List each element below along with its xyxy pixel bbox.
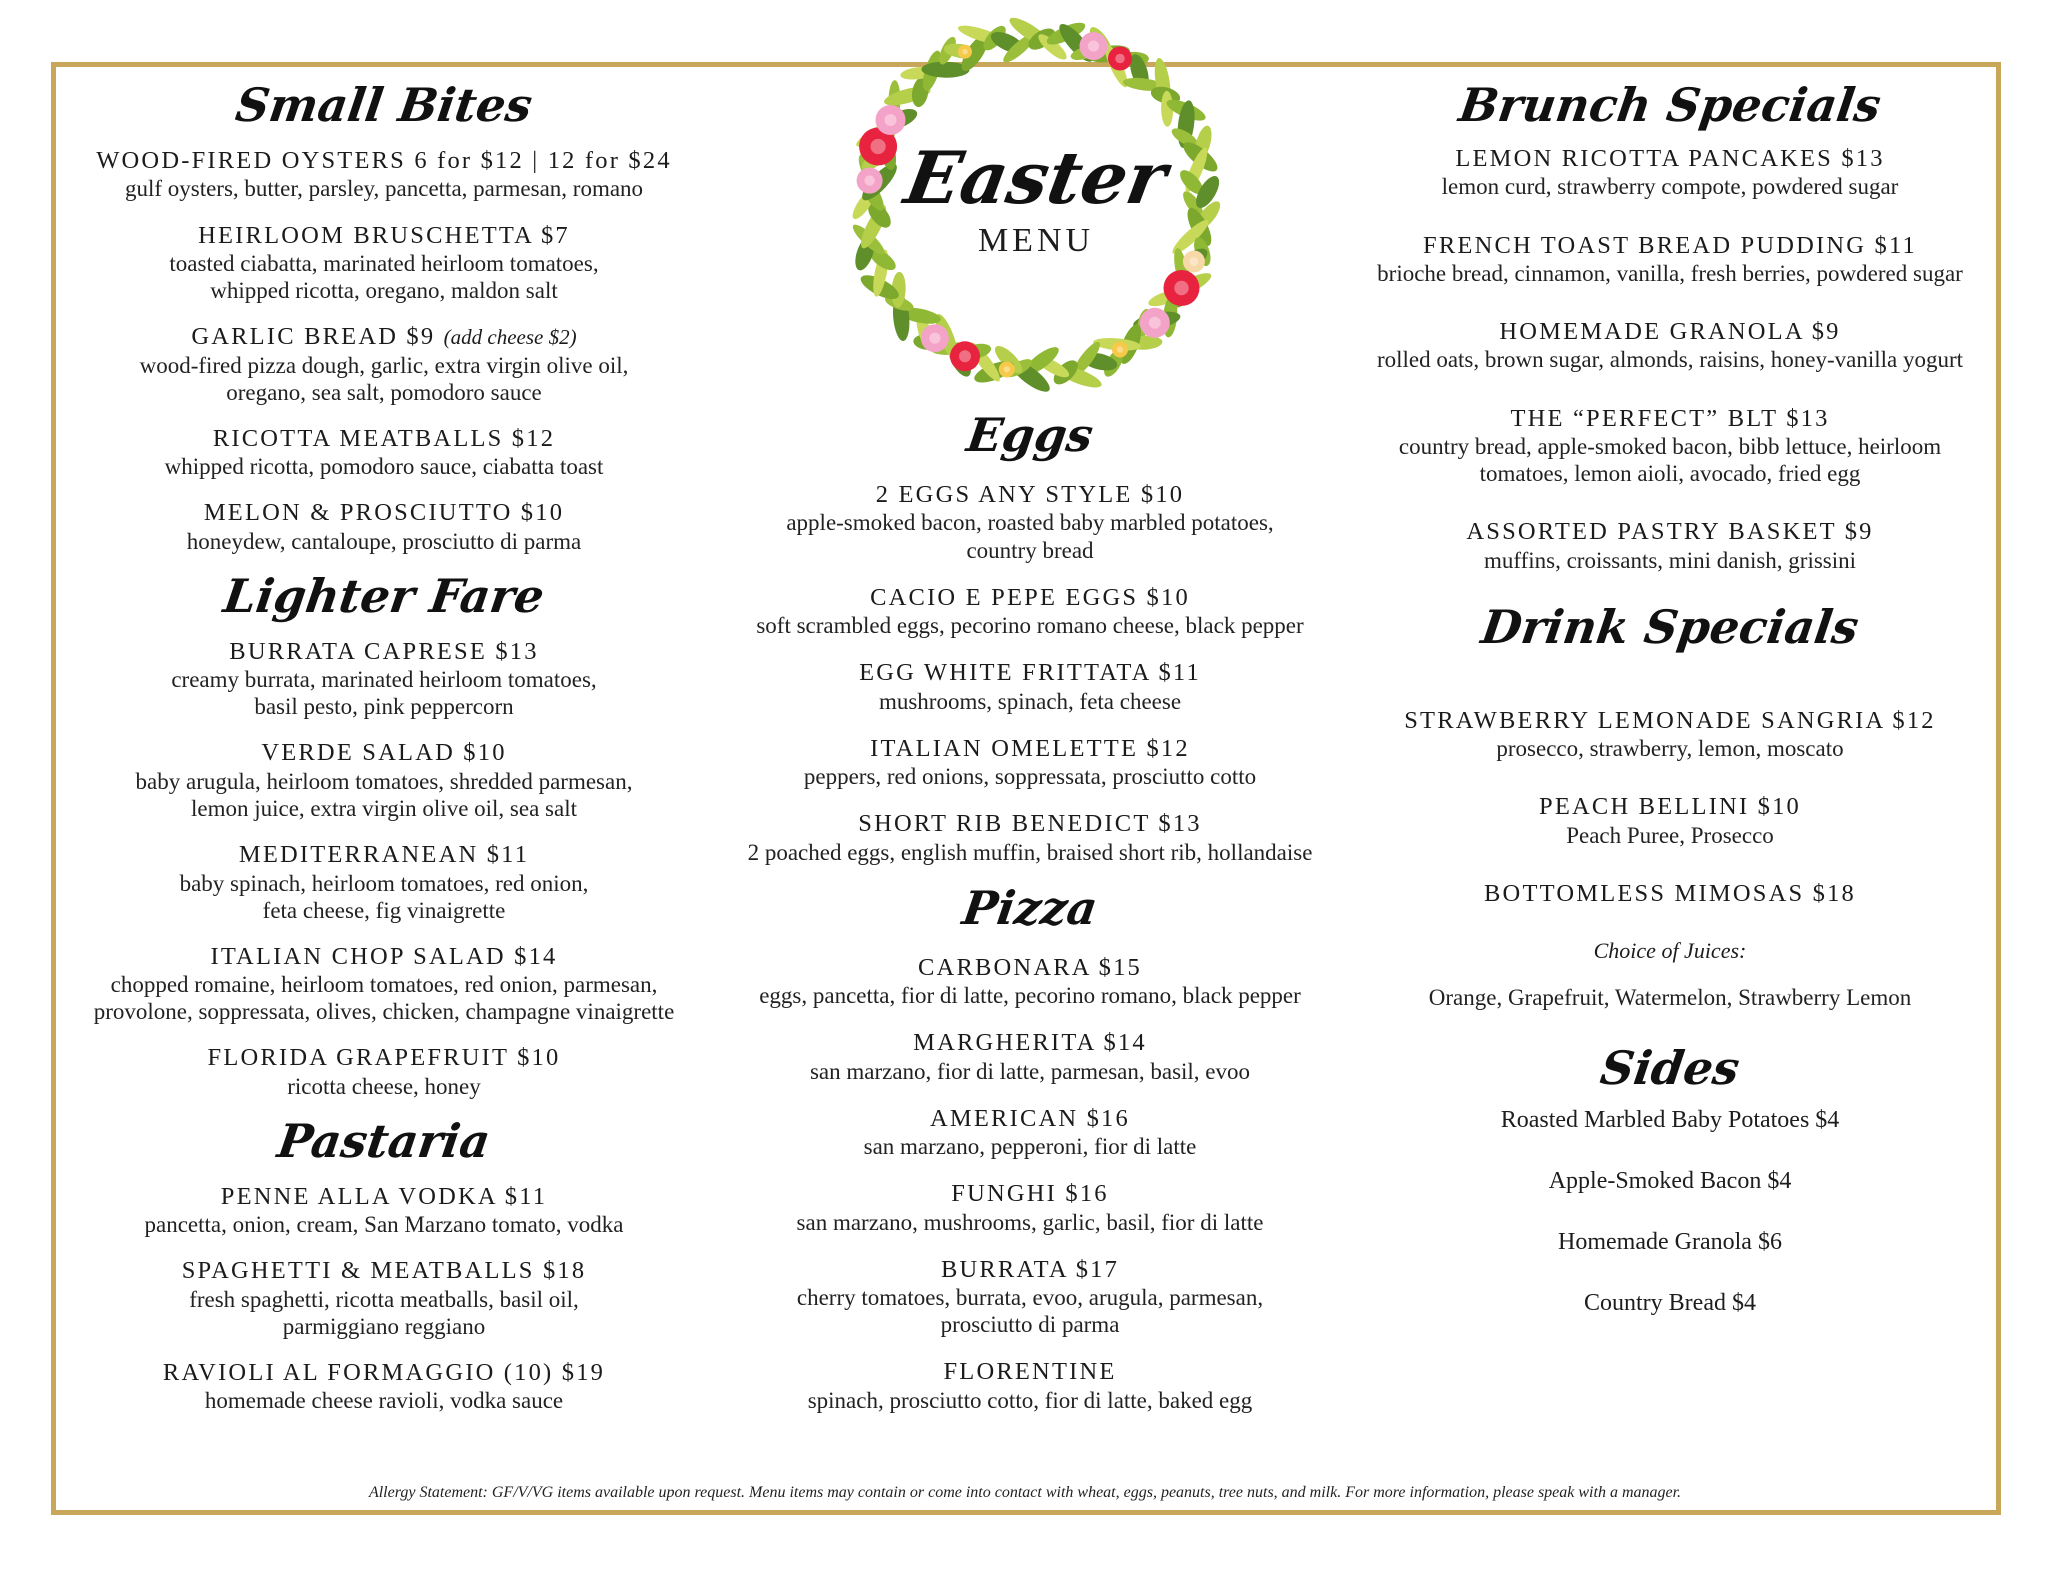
menu-item: [720, 658, 1340, 715]
menu-item-name: [1350, 317, 1990, 346]
section-heading: Eggs: [963, 408, 1097, 462]
wreath-flower-center: [929, 333, 940, 344]
description-line: lemon juice, extra virgin olive oil, sea salt: [190, 795, 577, 821]
item-name-text: LEMON RICOTTA PANCAKES $13: [1455, 145, 1885, 172]
description-line: apple-smoked bacon, roasted baby marbled potatoes,: [786, 510, 1274, 536]
menu-item: [1350, 517, 1990, 574]
menu-item-name: [64, 221, 704, 250]
menu-item-description: [720, 688, 1340, 715]
menu-item: [64, 146, 704, 203]
menu-item: [64, 840, 704, 924]
menu-item-name: [720, 583, 1340, 612]
menu-item: [720, 1028, 1340, 1085]
menu-item: [1350, 404, 1990, 488]
menu-item: [1350, 317, 1990, 374]
item-name-text: FUNGHI $16: [951, 1180, 1109, 1208]
description-line: brioche bread, cinnamon, vanilla, fresh berries, powdered sugar: [1377, 260, 1963, 286]
section-lighter-fare: [64, 568, 704, 1100]
side-item: Roasted Marbled Baby Potatoes $4: [1500, 1107, 1840, 1134]
menu-item-name: [720, 953, 1340, 982]
description-line: 2 poached eggs, english muffin, braised short rib, hollandaise: [747, 839, 1313, 865]
description-line: peppers, red onions, soppressata, prosciutto cotto: [803, 764, 1257, 790]
menu-item-name: [720, 658, 1340, 687]
menu-item: [64, 322, 704, 406]
menu-item-description: [720, 982, 1340, 1009]
menu-item-name: [64, 942, 704, 971]
menu-item-name: [720, 1255, 1340, 1284]
description-line: country bread: [966, 537, 1094, 563]
description-line: parmiggiano reggiano: [282, 1313, 486, 1339]
menu-item: [64, 1043, 704, 1100]
section-brunch-specials: [1350, 78, 1990, 574]
description-line: whipped ricotta, oregano, maldon salt: [210, 278, 558, 304]
menu-item-description: [1350, 735, 1990, 762]
menu-item-description: [64, 971, 704, 1025]
item-name-text: RAVIOLI AL FORMAGGIO (10) $19: [162, 1359, 606, 1387]
description-line: prosciutto di parma: [940, 1312, 1120, 1338]
menu-item-description: [64, 870, 704, 924]
item-name-text: HOMEMADE GRANOLA $9: [1499, 318, 1841, 346]
section-pastaria: [64, 1113, 704, 1415]
item-name-text: 2 EGGS ANY STYLE $10: [875, 481, 1185, 508]
item-name-text: MARGHERITA $14: [913, 1029, 1147, 1057]
menu-item-name: [720, 1028, 1340, 1057]
description-line: san marzano, mushrooms, garlic, basil, fior di latte: [796, 1209, 1264, 1235]
section-heading: Lighter Fare: [220, 568, 548, 623]
description-line: eggs, pancetta, fior di latte, pecorino romano, black pepper: [759, 983, 1301, 1009]
menu-item-name: [720, 1179, 1340, 1208]
menu-item-description: [1350, 173, 1990, 200]
wreath-flower-center: [885, 114, 897, 126]
menu-item: [64, 424, 704, 481]
menu-item: [64, 1182, 704, 1239]
menu-item-name: [720, 1357, 1340, 1386]
menu-item-description: [1350, 260, 1990, 287]
item-name-text: FLORENTINE: [943, 1358, 1117, 1386]
description-line: san marzano, fior di latte, parmesan, basil, evoo: [809, 1058, 1251, 1084]
menu-item-description: [64, 1211, 704, 1238]
description-line: san marzano, pepperoni, fior di latte: [863, 1134, 1197, 1160]
description-line: feta cheese, fig vinaigrette: [262, 897, 506, 923]
menu-item-description: [720, 612, 1340, 639]
section-heading: Pastaria: [274, 1113, 494, 1168]
menu-item: [64, 637, 704, 721]
description-line: mushrooms, spinach, feta cheese: [878, 688, 1182, 714]
wreath-subtitle: MENU: [977, 222, 1095, 259]
menu-item-description: [64, 768, 704, 822]
menu-item-name: [64, 1358, 704, 1387]
section-heading: Small Bites: [232, 78, 536, 132]
description-line: wood-fired pizza dough, garlic, extra virgin olive oil,: [139, 352, 629, 378]
item-name-text: SPAGHETTI & MEATBALLS $18: [181, 1257, 587, 1285]
menu-item-description: [720, 1284, 1340, 1338]
menu-item-name: [64, 498, 704, 527]
menu-item-name: [720, 734, 1340, 763]
item-name-text: VERDE SALAD $10: [261, 739, 507, 767]
menu-item-name: [1350, 792, 1990, 821]
menu-item: [1350, 706, 1990, 763]
item-name-text: CACIO E PEPE EGGS $10: [870, 583, 1190, 611]
wreath-flower-center: [1115, 54, 1125, 64]
allergy-statement: Allergy Statement: GF/V/VG items available upon request. Menu items may contain or come into contact with wheat, eggs, peanuts, tree nuts, and milk. For more information, please speak with a manager.: [368, 1484, 1682, 1501]
item-name-text: EGG WHITE FRITTATA $11: [859, 659, 1201, 687]
item-name-text: RICOTTA MEATBALLS $12: [212, 424, 556, 452]
wreath-flower-center: [1174, 281, 1188, 295]
description-line: toasted ciabatta, marinated heirloom tomatoes,: [169, 250, 599, 276]
item-name-text: BURRATA $17: [940, 1255, 1120, 1283]
menu-item: [64, 1358, 704, 1415]
wreath-flower-center: [1149, 317, 1161, 329]
juices-label: Choice of Juices:: [1593, 938, 1747, 964]
item-name-text: ASSORTED PASTRY BASKET $9: [1466, 518, 1874, 546]
description-line: fresh spaghetti, ricotta meatballs, basil oil,: [189, 1286, 579, 1312]
description-line: cherry tomatoes, burrata, evoo, arugula, parmesan,: [796, 1285, 1264, 1311]
side-item: Homemade Granola $6: [1558, 1229, 1782, 1256]
item-note: (add cheese $2): [443, 325, 577, 350]
menu-item-description: [720, 509, 1340, 563]
menu-item-name: [64, 738, 704, 767]
menu-item-name: [64, 1043, 704, 1072]
menu-item-description: [720, 763, 1340, 790]
description-line: baby arugula, heirloom tomatoes, shredded parmesan,: [135, 768, 633, 794]
menu-item: [1350, 231, 1990, 288]
item-name-text: HEIRLOOM BRUSCHETTA $7: [198, 221, 570, 249]
item-name-text: MELON & PROSCIUTTO $10: [203, 499, 565, 527]
item-name-text: AMERICAN $16: [930, 1104, 1130, 1132]
item-name-text: FRENCH TOAST BREAD PUDDING $11: [1423, 231, 1917, 259]
item-name-text: PENNE ALLA VODKA $11: [220, 1182, 548, 1210]
description-line: ricotta cheese, honey: [287, 1073, 481, 1099]
description-line: pancetta, onion, cream, San Marzano tomato, vodka: [144, 1212, 624, 1238]
section-eggs: [720, 408, 1340, 866]
item-name-text: GARLIC BREAD $9: [191, 323, 436, 351]
menu-item: [1350, 879, 1990, 908]
menu-item-name: [720, 1104, 1340, 1133]
description-line: honeydew, cantaloupe, prosciutto di parma: [186, 528, 582, 554]
menu-item: [64, 942, 704, 1026]
description-line: country bread, apple-smoked bacon, bibb lettuce, heirloom: [1398, 433, 1942, 459]
menu-item-description: [64, 453, 704, 480]
right-column: [1350, 78, 1990, 1351]
item-name-text: THE “PERFECT” BLT $13: [1510, 404, 1830, 432]
menu-item: [64, 738, 704, 822]
item-name-text: BURRATA CAPRESE $13: [229, 637, 539, 665]
wreath-title: Easter: [899, 135, 1174, 220]
side-item: Country Bread $4: [1584, 1290, 1756, 1317]
menu-item: [720, 480, 1340, 564]
section-heading: Drink Specials: [1478, 599, 1862, 654]
section-heading: Brunch Specials: [1455, 78, 1885, 132]
menu-item-description: [64, 352, 704, 406]
menu-item: [1350, 792, 1990, 849]
menu-item-name: [1350, 231, 1990, 260]
menu-item: [720, 1104, 1340, 1161]
menu-item: [720, 809, 1340, 866]
menu-item-description: [64, 1073, 704, 1100]
description-line: prosecco, strawberry, lemon, moscato: [1496, 736, 1844, 762]
item-name-text: PEACH BELLINI $10: [1539, 793, 1801, 821]
menu-item: [720, 734, 1340, 791]
description-line: rolled oats, brown sugar, almonds, raisins, honey-vanilla yogurt: [1376, 347, 1964, 373]
description-line: lemon curd, strawberry compote, powdered sugar: [1441, 174, 1899, 200]
menu-item-description: [64, 175, 704, 202]
menu-item-description: [1350, 433, 1990, 487]
item-name-text: CARBONARA $15: [918, 953, 1142, 981]
menu-item: [720, 583, 1340, 640]
menu-item-description: [1350, 547, 1990, 574]
juices-list: Orange, Grapefruit, Watermelon, Strawberry Lemon: [1428, 985, 1912, 1011]
menu-item: [64, 498, 704, 555]
wreath-flower-center: [959, 350, 971, 362]
menu-item-name: [64, 840, 704, 869]
description-line: oregano, sea salt, pomodoro sauce: [226, 379, 542, 405]
menu-item: [720, 953, 1340, 1010]
item-name-text: FLORIDA GRAPEFRUIT $10: [207, 1044, 561, 1072]
menu-item-description: [64, 1286, 704, 1340]
description-line: homemade cheese ravioli, vodka sauce: [204, 1388, 564, 1414]
description-line: tomatoes, lemon aioli, avocado, fried egg: [1479, 461, 1861, 487]
section-small-bites: [64, 78, 704, 555]
description-line: soft scrambled eggs, pecorino romano cheese, black pepper: [756, 613, 1304, 639]
menu-item-description: [720, 1133, 1340, 1160]
description-line: baby spinach, heirloom tomatoes, red onion,: [179, 870, 589, 896]
description-line: provolone, soppressata, olives, chicken, champagne vinaigrette: [93, 999, 675, 1025]
section-sides: [1350, 1041, 1990, 1317]
menu-item: [64, 221, 704, 305]
description-line: muffins, croissants, mini danish, grissini: [1483, 547, 1857, 573]
wreath-flower-center: [1004, 366, 1010, 372]
description-line: whipped ricotta, pomodoro sauce, ciabatta toast: [164, 454, 604, 480]
section-drink-specials: [1350, 599, 1990, 1012]
menu-item-name: [720, 480, 1340, 509]
menu-item-name: [1350, 706, 1990, 735]
menu-item: [720, 1255, 1340, 1339]
menu-item: [1350, 144, 1990, 201]
description-line: chopped romaine, heirloom tomatoes, red onion, parmesan,: [110, 972, 658, 998]
menu-item-description: [720, 1058, 1340, 1085]
section-pizza: [720, 880, 1340, 1414]
menu-item-description: [720, 1209, 1340, 1236]
left-column: [64, 78, 704, 1433]
description-line: spinach, prosciutto cotto, fior di latte, baked egg: [807, 1387, 1253, 1413]
menu-item-name: [64, 1182, 704, 1211]
menu-item-name: [64, 322, 704, 351]
wreath-flower-center: [962, 49, 968, 55]
side-item: Apple-Smoked Bacon $4: [1548, 1168, 1792, 1195]
description-line: gulf oysters, butter, parsley, pancetta, parmesan, romano: [124, 176, 644, 202]
menu-item-name: [1350, 404, 1990, 433]
item-name-text: SHORT RIB BENEDICT $13: [858, 810, 1202, 838]
menu-item: [64, 1256, 704, 1340]
menu-item-name: [64, 146, 704, 175]
menu-item-description: [64, 666, 704, 720]
menu-item-description: [64, 1387, 704, 1414]
item-name-text: ITALIAN CHOP SALAD $14: [210, 942, 558, 970]
item-name-text: MEDITERRANEAN $11: [238, 841, 530, 869]
item-name-text: BOTTOMLESS MIMOSAS $18: [1484, 879, 1856, 907]
description-line: creamy burrata, marinated heirloom tomatoes,: [171, 667, 597, 693]
item-name-text: STRAWBERRY LEMONADE SANGRIA $12: [1404, 706, 1936, 734]
wreath-flower-center: [1117, 346, 1123, 352]
menu-item-description: [720, 839, 1340, 866]
item-name-text: ITALIAN OMELETTE $12: [870, 734, 1190, 762]
wreath-flower-center: [1088, 41, 1099, 52]
menu-item-name: [1350, 517, 1990, 546]
description-line: Peach Puree, Prosecco: [1566, 822, 1774, 848]
menu-item-name: [64, 424, 704, 453]
menu-item-description: [720, 1387, 1340, 1414]
middle-column: [720, 408, 1340, 1433]
description-line: basil pesto, pink peppercorn: [254, 694, 514, 720]
section-heading: Pizza: [959, 880, 1101, 935]
easter-wreath: [826, 4, 1246, 404]
menu-item-name: [1350, 879, 1990, 908]
menu-item-name: [64, 1256, 704, 1285]
menu-item-description: [64, 528, 704, 555]
menu-item-description: [1350, 346, 1990, 373]
menu-item-description: [64, 250, 704, 304]
menu-item: [720, 1357, 1340, 1414]
menu-item-name: [720, 809, 1340, 838]
menu-item: [720, 1179, 1340, 1236]
section-heading: Sides: [1597, 1041, 1743, 1096]
item-name-text: WOOD-FIRED OYSTERS 6 for $12 | 12 for $24: [96, 147, 672, 174]
menu-item-description: [1350, 822, 1990, 849]
menu-item-name: [64, 637, 704, 666]
menu-item-name: [1350, 144, 1990, 173]
